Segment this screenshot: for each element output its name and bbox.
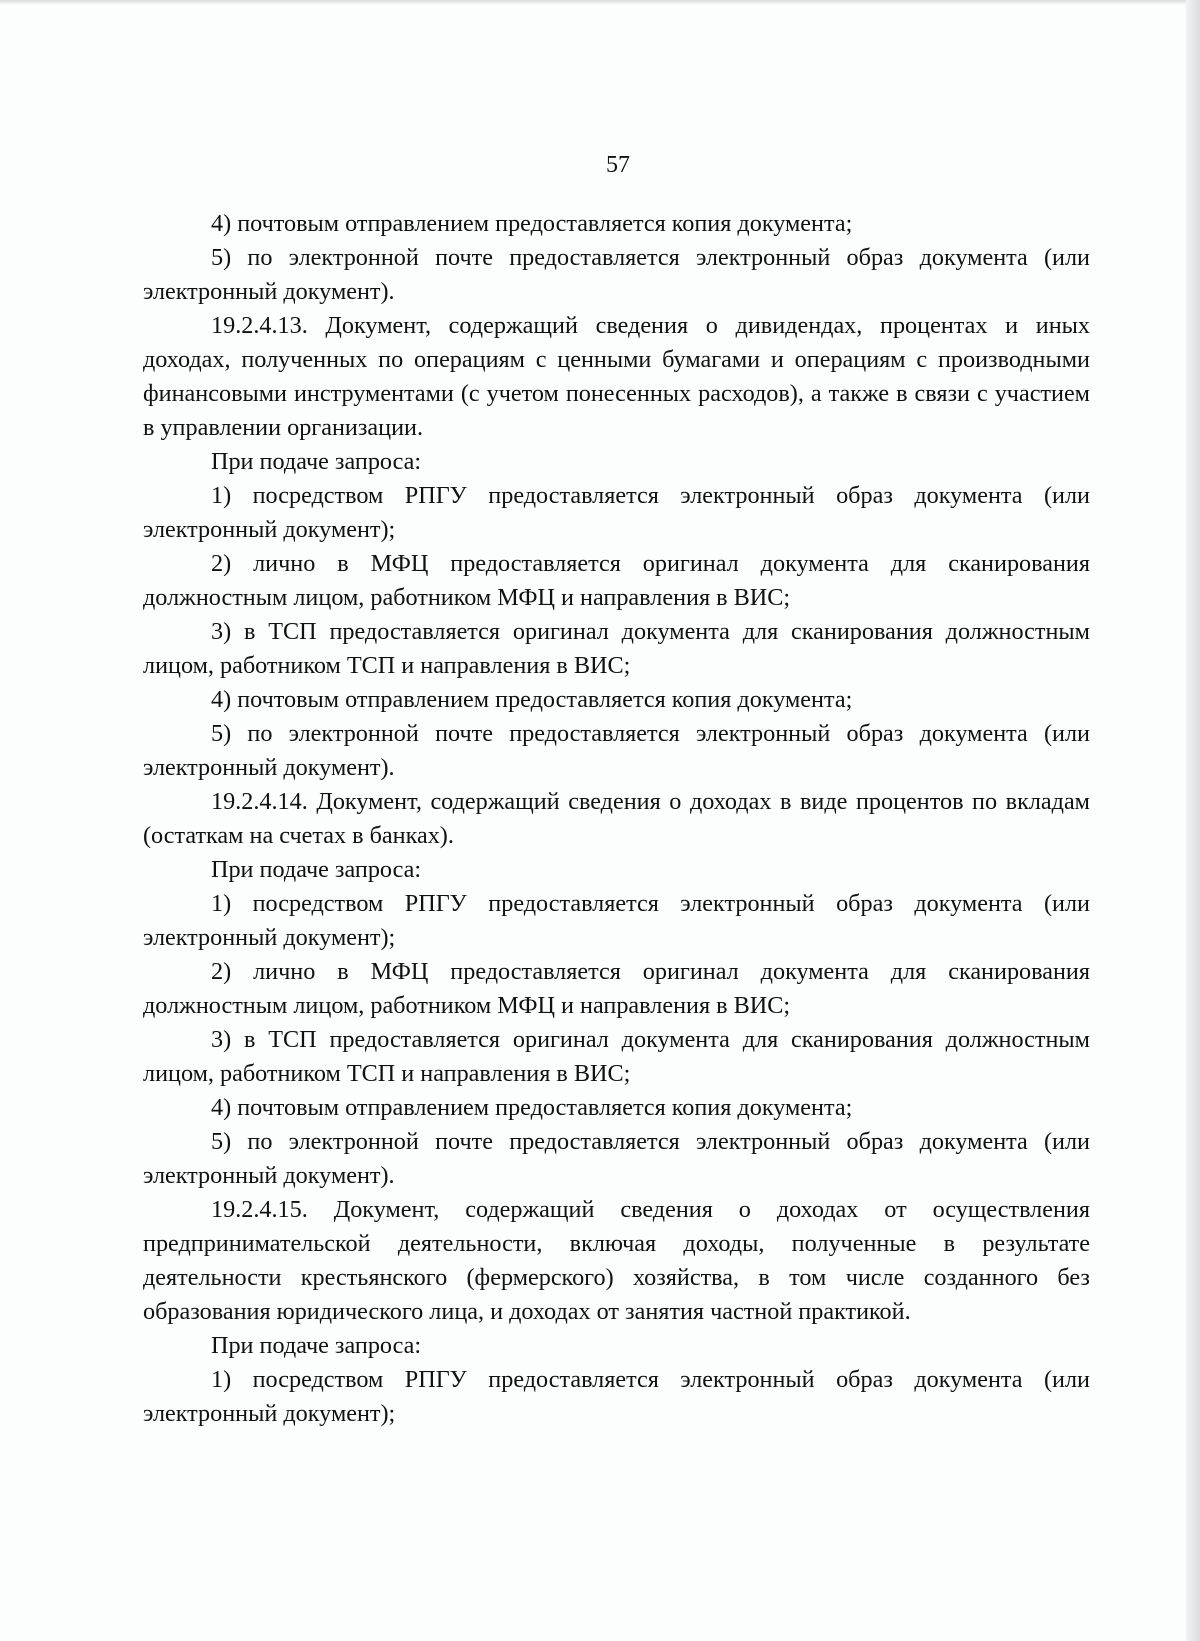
paragraph: 4) почтовым отправлением предоставляется копия документа;	[211, 1094, 853, 1121]
paragraph: 1) посредством РПГУ предоставляется электронный образ документа (или электронный документ);	[143, 482, 1090, 543]
paragraph: 4) почтовым отправлением предоставляется копия документа;	[211, 686, 853, 713]
paragraph: 5) по электронной почте предоставляется электронный образ документа (или электронный документ).	[143, 244, 1090, 305]
paragraph: При подаче запроса:	[211, 856, 422, 883]
body-text	[143, 207, 1090, 1431]
paragraph: 5) по электронной почте предоставляется электронный образ документа (или электронный документ).	[143, 1128, 1090, 1189]
paragraph: 19.2.4.15. Документ, содержащий сведения о доходах от осуществления предпринимательской деятельности, включая доходы, полученные в результате деятельности крестьянского (фермерского) хозяйства, в том числе созданного без образования юридического лица, и доходах от занятия частной практикой.	[143, 1196, 1090, 1325]
paragraph: 1) посредством РПГУ предоставляется электронный образ документа (или электронный документ);	[143, 1366, 1090, 1427]
page-number: 57	[606, 152, 630, 178]
paragraph: 4) почтовым отправлением предоставляется копия документа;	[211, 210, 853, 237]
paragraph: При подаче запроса:	[211, 1332, 422, 1359]
paragraph: 3) в ТСП предоставляется оригинал документа для сканирования должностным лицом, работником ТСП и направления в ВИС;	[143, 1026, 1090, 1087]
paragraph: 19.2.4.14. Документ, содержащий сведения о доходах в виде процентов по вкладам (остаткам на счетах в банках).	[143, 788, 1090, 849]
paragraph: 5) по электронной почте предоставляется электронный образ документа (или электронный документ).	[143, 720, 1090, 781]
paragraph: 3) в ТСП предоставляется оригинал документа для сканирования должностным лицом, работником ТСП и направления в ВИС;	[143, 618, 1090, 679]
scan-edge-top	[0, 0, 1200, 5]
paragraph: 2) лично в МФЦ предоставляется оригинал документа для сканирования должностным лицом, работником МФЦ и направления в ВИС;	[143, 550, 1090, 611]
paragraph: 19.2.4.13. Документ, содержащий сведения о дивидендах, процентах и иных доходах, полученных по операциям с ценными бумагами и операциям с производными финансовыми инструментами (с учетом понесенных расходов), а также в связи с участием в управлении организации.	[143, 312, 1090, 441]
paragraph: При подаче запроса:	[211, 448, 422, 475]
paragraph: 2) лично в МФЦ предоставляется оригинал документа для сканирования должностным лицом, работником МФЦ и направления в ВИС;	[143, 958, 1090, 1019]
scan-edge-right	[1186, 0, 1200, 1641]
paragraph: 1) посредством РПГУ предоставляется электронный образ документа (или электронный документ);	[143, 890, 1090, 951]
